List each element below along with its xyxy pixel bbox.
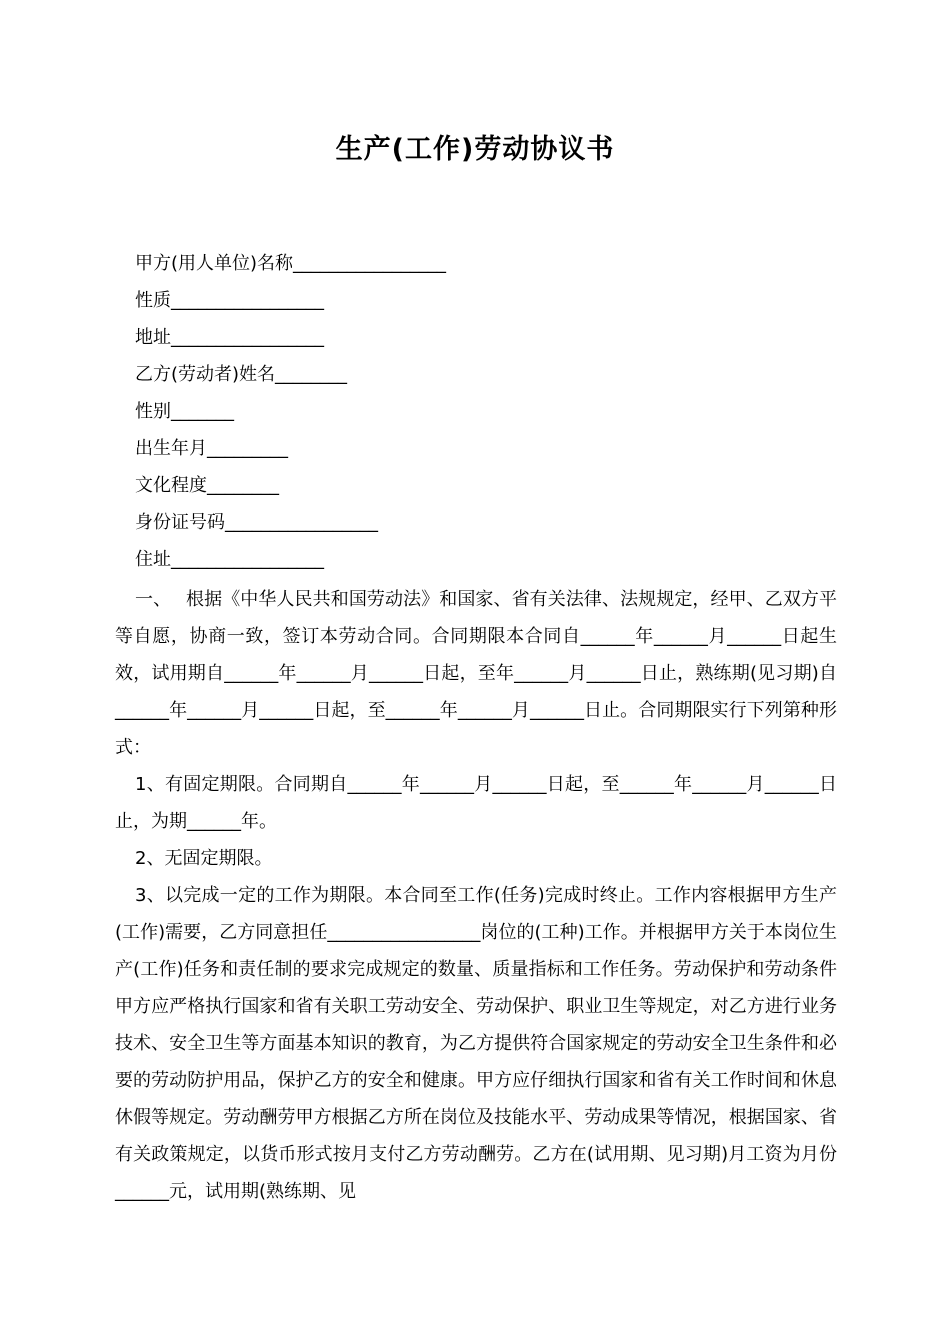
paragraph-term: 一、 根据《中华人民共和国劳动法》和国家、省有关法律、法规规定，经甲、乙双方平等自愿，协商一致，签订本劳动合同。合同期限本合同自______年______月______日起生效，试用期自______年______月______日起，至年______月______日止，熟练期(见习期)自______年______月______日起，至______年______月______日止。合同期限实行下列第种形式： xyxy=(115,589,837,758)
field-gender: 性别_______ xyxy=(135,401,234,422)
field-employer-name: 甲方(用人单位)名称_________________ xyxy=(135,253,447,274)
field-nature: 性质_________________ xyxy=(135,290,324,311)
contract-body xyxy=(115,581,837,1210)
field-residence: 住址_________________ xyxy=(135,549,324,570)
paragraph-unfixed-term: 2、无固定期限。 xyxy=(135,848,273,869)
field-education: 文化程度________ xyxy=(135,475,279,496)
paragraph-fixed-term: 1、有固定期限。合同期自______年______月______日起，至______年______月______日止，为期______年。 xyxy=(115,774,837,832)
field-employee-name: 乙方(劳动者)姓名________ xyxy=(135,364,348,385)
paragraph-task-term: 3、以完成一定的工作为期限。本合同至工作(任务)完成时终止。工作内容根据甲方生产(工作)需要，乙方同意担任_________________岗位的(工种)工作。并根据甲方关于本岗位生产(工作)任务和责任制的要求完成规定的数量、质量指标和工作任务。劳动保护和劳动条件甲方应严格执行国家和省有关职工劳动安全、劳动保护、职业卫生等规定，对乙方进行业务技术、安全卫生等方面基本知识的教育，为乙方提供符合国家规定的劳动安全卫生条件和必要的劳动防护用品，保护乙方的安全和健康。甲方应仔细执行国家和省有关工作时间和休息休假等规定。劳动酬劳甲方根据乙方所在岗位及技能水平、劳动成果等情况，根据国家、省有关政策规定，以货币形式按月支付乙方劳动酬劳。乙方在(试用期、见习期)月工资为月份______元，试用期(熟练期、见 xyxy=(115,885,837,1202)
field-birth-date: 出生年月_________ xyxy=(135,438,288,459)
field-address: 地址_________________ xyxy=(135,327,324,348)
field-id-number: 身份证号码_________________ xyxy=(135,512,378,533)
document-title: 生产(工作)劳动协议书 xyxy=(335,134,615,165)
